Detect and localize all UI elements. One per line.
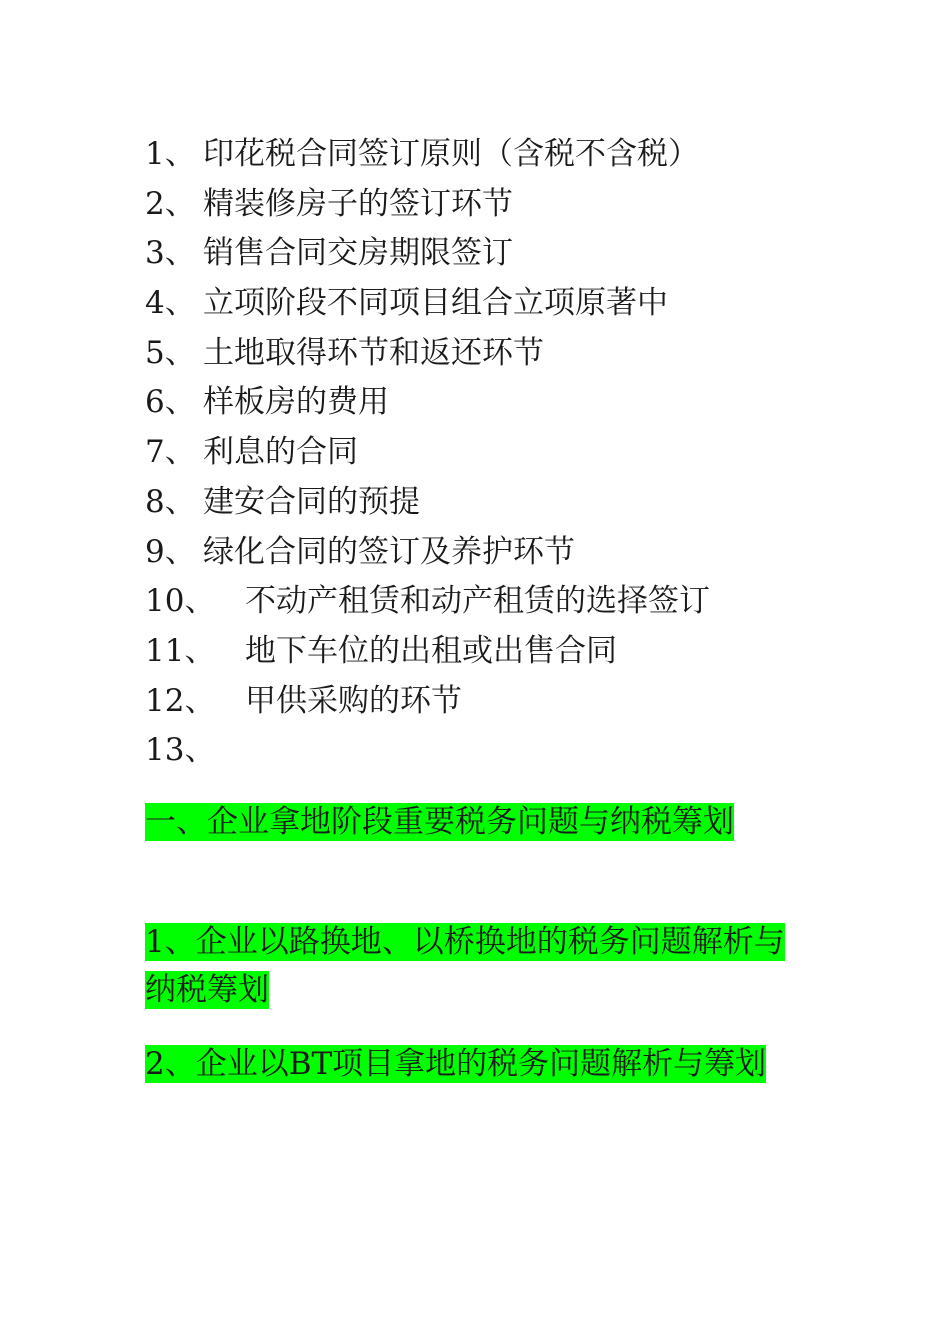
list-item-number: 7、 [145, 434, 196, 471]
list-item [145, 329, 710, 379]
list-item-number: 9、 [145, 533, 196, 570]
list-item-text: 土地取得环节和返还环节 [203, 334, 544, 371]
list-item-number: 11、 [145, 632, 216, 669]
list-item [145, 478, 710, 528]
list-item-number: 10、 [145, 583, 216, 620]
list-item-number: 13、 [145, 732, 216, 769]
list-item-text: 甲供采购的环节 [245, 682, 462, 719]
subsection-heading-text: 1、企业以路换地、以桥换地的税务问题解析与纳税筹划 [145, 924, 785, 1008]
section-heading-text: 一、企业拿地阶段重要税务问题与纳税筹划 [145, 804, 734, 840]
list-item [145, 180, 710, 230]
list-item [145, 577, 710, 627]
list-item-number: 5、 [145, 334, 196, 371]
list-item [145, 378, 710, 428]
section-heading [145, 798, 805, 846]
list-item [145, 677, 710, 727]
numbered-list [145, 130, 710, 776]
subsection-heading [145, 1040, 805, 1088]
list-item-number: 1、 [145, 136, 196, 172]
list-item [145, 130, 710, 180]
list-item-number: 8、 [145, 483, 196, 520]
list-item-number: 12、 [145, 682, 216, 719]
list-item-number: 2、 [145, 185, 196, 222]
subsection-heading [145, 918, 805, 1014]
list-item-number: 6、 [145, 384, 196, 421]
list-item-text: 地下车位的出租或出售合同 [245, 632, 617, 669]
list-item-text: 建安合同的预提 [203, 483, 420, 520]
list-item [145, 428, 710, 478]
list-item [145, 627, 710, 677]
subsection-heading-text: 2、企业以BT项目拿地的税务问题解析与筹划 [145, 1046, 767, 1082]
list-item-text: 立项阶段不同项目组合立项原著中 [203, 285, 668, 322]
list-item [145, 528, 710, 578]
list-item [145, 229, 710, 279]
list-item-text: 销售合同交房期限签订 [203, 235, 513, 272]
list-item-text: 精装修房子的签订环节 [203, 185, 513, 222]
list-item-text: 印花税合同签订原则（含税不含税） [203, 136, 699, 172]
list-item-text: 不动产租赁和动产租赁的选择签订 [245, 583, 710, 620]
list-item-text: 绿化合同的签订及养护环节 [203, 533, 575, 570]
list-item-text: 利息的合同 [203, 434, 358, 471]
list-item [145, 279, 710, 329]
list-item-number: 4、 [145, 285, 196, 322]
list-item [145, 726, 710, 776]
list-item-text: 样板房的费用 [203, 384, 389, 421]
list-item-number: 3、 [145, 235, 196, 272]
